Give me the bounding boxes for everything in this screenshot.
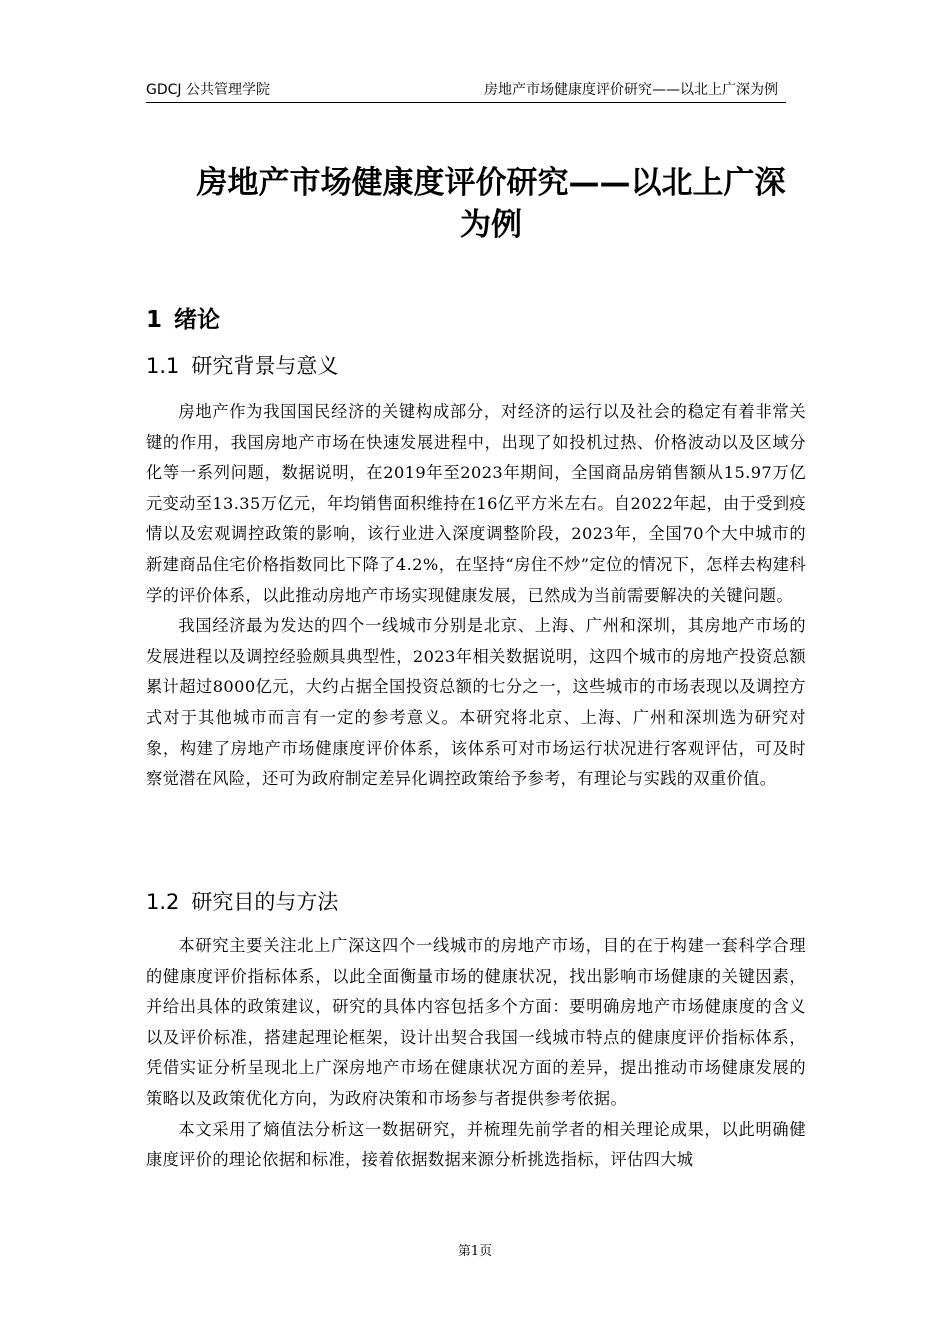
paragraph: 本文采用了熵值法分析这一数据研究，并梳理先前学者的相关理论成果，以此明确健康度评价的理论依据和标准，接着依据数据来源分析挑选指标，评估四大城 [146,1119,806,1170]
paragraph: 房地产作为我国国民经济的关键构成部分，对经济的运行以及社会的稳定有着非常关键的作用，我国房地产市场在快速发展进程中，出现了如投机过热、价格波动以及区域分化等一系列问题，数据说明，在2019年至2023年期间，全国商品房销售额从15.97万亿元变动至13.35万亿元，年均销售面积维持在16亿平方米左右。自2022年起，由于受到疫情以及宏观调控政策的影响，该行业进入深度调整阶段，2023年，全国70个大中城市的新建商品住宅价格指数同比下降了4.2%，在坚持“房住不炒”定位的情况下，怎样去构建科学的评价体系，以此推动房地产市场实现健康发展，已然成为当前需要解决的关键问题。 [146,402,806,605]
page-number: 第1页 [457,1244,493,1259]
section-number: 1.2 [146,890,180,914]
document-title-line-1: 房地产市场健康度评价研究——以北上广深 [196,165,786,201]
document-title-line-2: 为例 [460,207,522,243]
paragraph: 我国经济最为发达的四个一线城市分别是北京、上海、广州和深圳，其房地产市场的发展进程以及调控经验颇具典型性，2023年相关数据说明，这四个城市的房地产投资总额累计超过8000亿元，大约占据全国投资总额的七分之一，这些城市的市场表现以及调控方式对于其他城市而言有一定的参考意义。本研究将北京、上海、广州和深圳选为研究对象，构建了房地产市场健康度评价体系，该体系可对市场运行状况进行客观评估，可及时察觉潜在风险，还可为政府制定差异化调控政策给予参考，有理论与实践的双重价值。 [146,616,806,789]
header-institution: GDCJ 公共管理学院 [146,82,270,98]
section-heading-1-2 [146,888,338,916]
header-running-title: 房地产市场健康度评价研究——以北上广深为例 [484,82,778,98]
page-header [146,76,786,103]
paragraph: 本研究主要关注北上广深这四个一线城市的房地产市场，目的在于构建一套科学合理的健康度评价指标体系，以此全面衡量市场的健康状况，找出影响市场健康的关键因素，并给出具体的政策建议，研究的具体内容包括多个方面：要明确房地产市场健康度的含义以及评价标准，搭建起理论框架，设计出契合我国一线城市特点的健康度评价指标体系，凭借实证分析呈现北上广深房地产市场在健康状况方面的差异，提出推动市场健康发展的策略以及政策优化方向，为政府决策和市场参与者提供参考依据。 [146,936,806,1108]
section-heading-1 [146,305,220,335]
section-number: 1.1 [146,354,180,378]
section-1-1-body [146,397,806,795]
section-number: 1 [146,307,163,333]
section-heading-1-1 [146,352,338,380]
section-1-2-body [146,931,806,1176]
document-title [146,162,836,246]
section-title: 绪论 [174,307,221,333]
section-title: 研究目的与方法 [191,890,339,914]
section-title: 研究背景与意义 [191,354,339,378]
